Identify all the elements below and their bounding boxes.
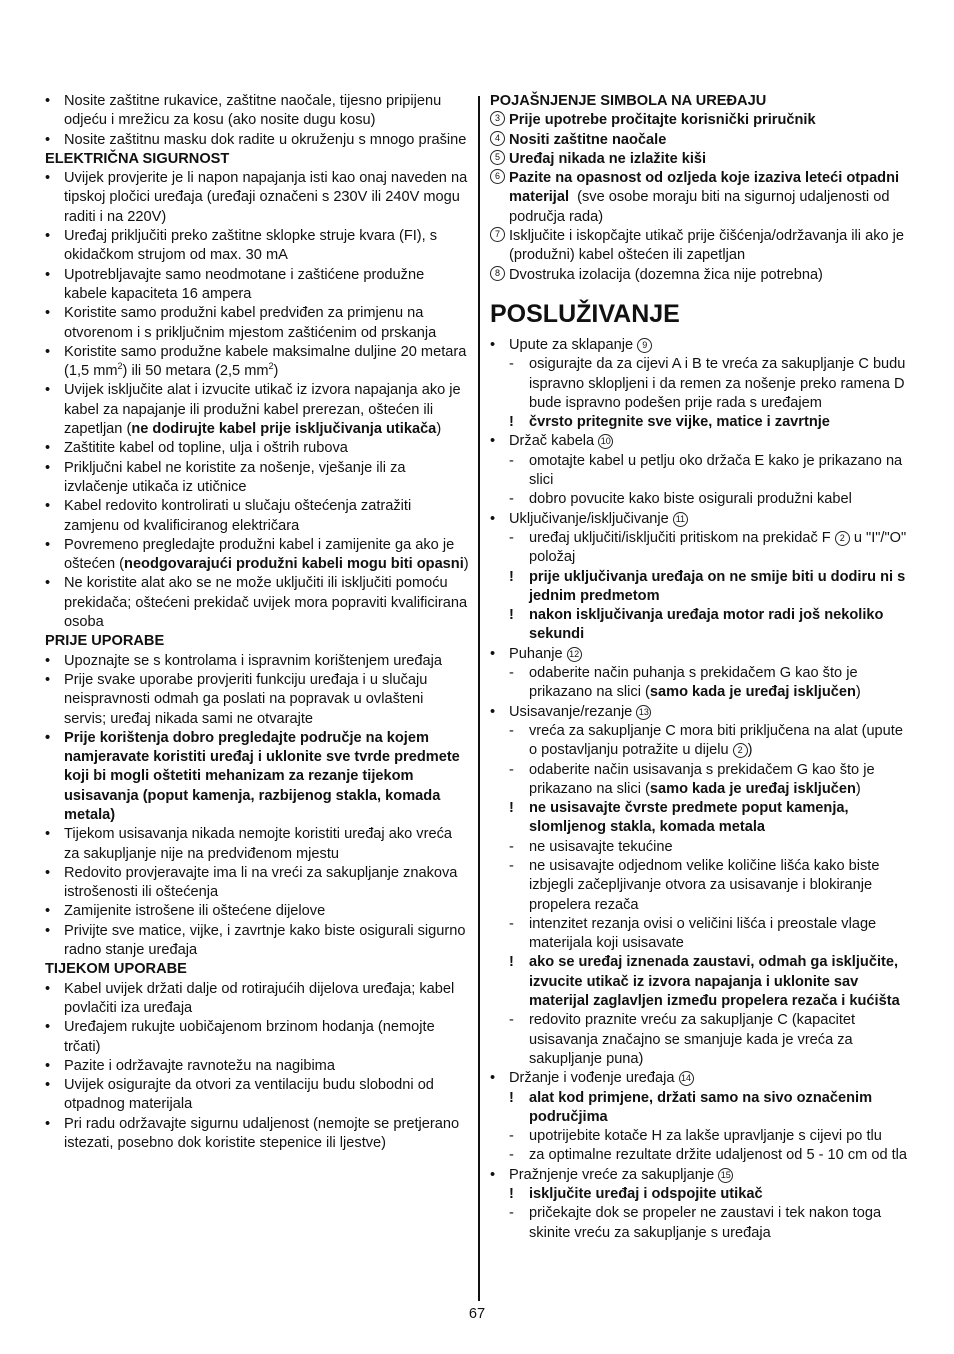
- item-text: Redovito provjeravajte ima li na vreći za sakupljanje znakova istrošenosti ili oštećenja: [64, 864, 458, 901]
- warning-item: [490, 568, 914, 607]
- sub-text: vreća za sakupljanje C mora biti priključena na alat (upute o postavljanju potražite u dijelu: [529, 722, 903, 759]
- sub-item: [490, 529, 914, 568]
- symbol-text: Prije upotrebe pročitajte korisnički priručnik: [509, 112, 816, 129]
- warning-text: ako se uređaj iznenada zaustavi, odmah ga isključite, izvucite utikač iz izvora napajanja i uklonite sav materijal zaglavljen između propelera rezača i kućišta: [529, 954, 900, 1010]
- bullet-marker: •: [490, 510, 496, 527]
- section-heading-before-use: PRIJE UPORABE: [45, 633, 165, 650]
- symbol-item: [490, 131, 914, 150]
- figure-ref-badge: 2: [835, 531, 850, 546]
- warning-item: [490, 1089, 914, 1128]
- sub-text: ne usisavajte odjednom velike količine lišća kako biste izbjegli začepljivanje otvora za usisavanje i blokiranje propelera rezača: [529, 857, 880, 913]
- column-divider: [478, 96, 480, 1301]
- sub-text-bold: samo kada je uređaj isključen: [649, 780, 856, 797]
- list-item: [45, 729, 469, 825]
- item-text: Uvijek osigurajte da otvori za ventilaciju budu slobodni od otpadnog materijala: [64, 1077, 434, 1113]
- list-item: [490, 1069, 914, 1088]
- warning-text: nakon isključivanja uređaja motor radi još nekoliko sekundi: [529, 607, 884, 643]
- bullet-marker: •: [45, 671, 51, 688]
- symbol-text: (sve osobe moraju biti na sigurnoj udaljenosti od područja rada): [509, 189, 890, 225]
- list-item: [45, 381, 469, 439]
- dash-marker: -: [509, 1205, 514, 1222]
- dash-marker: -: [509, 722, 514, 739]
- sub-text: dobro povucite kako biste osigurali produžni kabel: [529, 491, 852, 508]
- symbol-number-badge: 5: [490, 150, 505, 165]
- figure-ref-badge: 2: [733, 743, 748, 758]
- warning-marker: !: [509, 954, 514, 971]
- item-text: Pri radu održavajte sigurnu udaljenost (nemojte se pretjerano istezati, posebno dok koristite stepenice ili ljestve): [64, 1115, 460, 1152]
- warning-marker: !: [509, 414, 514, 431]
- item-text: Uvijek isključite alat i izvucite utikač iz izvora napajanja ako je kabel za napajanje ili produžni kabel prerezan, oštećen ili zapetljan (: [64, 382, 461, 438]
- warning-item: [490, 953, 914, 1011]
- item-text: Privijte sve matice, vijke, i zavrtnje kako biste osigurali sigurno radno stanje uređaja: [64, 922, 466, 959]
- bullet-marker: •: [45, 1115, 51, 1132]
- figure-ref-badge: 15: [718, 1168, 733, 1183]
- symbol-text: Dvostruka izolacija (dozemna žica nije potrebna): [509, 266, 823, 283]
- dash-marker: -: [509, 529, 514, 546]
- item-text: Priključni kabel ne koristite za nošenje, vješanje ili za izvlačenje utikača iz utičnice: [64, 459, 406, 495]
- item-label: Pražnjenje vreće za sakupljanje: [509, 1166, 715, 1183]
- dash-marker: -: [509, 915, 514, 932]
- item-text: ) ili 50 metara (2,5 mm: [122, 363, 269, 380]
- warning-item: [490, 606, 914, 645]
- sub-item: [490, 857, 914, 915]
- warning-text: čvrsto pritegnite sve vijke, matice i zavrtnje: [529, 414, 830, 431]
- symbol-number-badge: 3: [490, 111, 505, 126]
- list-item: [45, 574, 469, 632]
- item-text: Tijekom usisavanja nikada nemojte koristiti uređaj ako vreća za sakupljanje nije na predviđenom mjestu: [64, 826, 452, 862]
- dash-marker: -: [509, 761, 514, 778]
- bullet-marker: •: [45, 1019, 51, 1036]
- item-text: Kabel redovito kontrolirati u slučaju oštećenja zatražiti zamjenu od kvalificiranog električara: [64, 498, 412, 534]
- page-title: POSLUŽIVANJE: [490, 299, 680, 328]
- sub-item: [490, 915, 914, 954]
- sub-text: odaberite način usisavanja s prekidačem G kao što je prikazano na slici (: [529, 761, 875, 797]
- item-text: Upotrebljavajte samo neodmotane i zaštićene produžne kabele kapaciteta 16 ampera: [64, 266, 425, 302]
- item-text-bold: Prije korištenja dobro pregledajte područje na kojem namjeravate koristiti uređaj i uklonite sve tvrde predmete koji bi mogli oštetiti mehanizam za rezanje tijekom usisavanja (poput kamenja, razbijenog stakla, komada metala): [64, 729, 460, 823]
- item-text: Uređaj priključiti preko zaštitne sklopke struje kvara (FI), s okidačkom strujom od max. 30 mA: [64, 228, 438, 264]
- bullet-marker: •: [45, 903, 51, 920]
- bullet-marker: •: [45, 922, 51, 939]
- warning-marker: !: [509, 1089, 514, 1106]
- sub-item: [490, 355, 914, 413]
- list-item: [45, 1076, 469, 1115]
- symbol-text: Uređaj nikada ne izlažite kiši: [509, 150, 707, 167]
- item-text: Upoznajte se s kontrolama i ispravnim korištenjem uređaja: [64, 652, 442, 669]
- symbol-item: [490, 227, 914, 266]
- list-item: [45, 922, 469, 961]
- dash-marker: -: [509, 452, 514, 469]
- sub-text: uređaj uključiti/isključiti pritiskom na prekidač F: [529, 529, 831, 546]
- section-heading-electrical: ELEKTRIČNA SIGURNOST: [45, 150, 230, 167]
- symbol-item: [490, 169, 914, 227]
- dash-marker: -: [509, 491, 514, 508]
- page-number: 67: [468, 1306, 486, 1322]
- list-item: [45, 1115, 469, 1154]
- bullet-marker: •: [45, 382, 51, 399]
- sub-text: za optimalne rezultate držite udaljenost od 5 - 10 cm od tla: [529, 1147, 908, 1164]
- bullet-marker: •: [45, 170, 51, 187]
- item-label: Uključivanje/isključivanje: [509, 510, 669, 527]
- bullet-marker: •: [490, 433, 496, 450]
- item-text: Ne koristite alat ako se ne može uključiti ili isključiti pomoću prekidača; oštećeni prekidač uvijek mora popraviti kvalificirana osoba: [64, 575, 468, 631]
- list-item: [45, 1018, 469, 1057]
- warning-text: alat kod primjene, držati samo na sivo označenim područjima: [529, 1089, 873, 1125]
- figure-ref-badge: 10: [598, 434, 613, 449]
- sub-item: [490, 490, 914, 509]
- figure-ref-badge: 11: [673, 512, 688, 527]
- symbol-item: [490, 150, 914, 169]
- left-column: [45, 92, 469, 1153]
- list-item: [45, 1057, 469, 1076]
- item-text: Prije svake uporabe provjeriti funkciju uređaja i u slučaju neispravnosti odmah ga poslati na popravak u ovlašteni servis; uređaj nikada sami ne otvarajte: [64, 671, 428, 727]
- item-label: Držač kabela: [509, 433, 595, 450]
- item-text: Uvijek provjerite je li napon napajanja isti kao onaj naveden na tipskoj pločici uređaja (uređaji označeni s 230V ili 240V mogu raditi i na 220V): [64, 170, 468, 225]
- warning-item: [490, 413, 914, 432]
- bullet-marker: •: [45, 131, 51, 148]
- item-text: Koristite samo produžne kabele maksimalne duljine 20 metara (1,5 mm: [64, 343, 467, 380]
- sub-item: [490, 838, 914, 857]
- bullet-marker: •: [45, 729, 51, 746]
- figure-ref-badge: 13: [636, 705, 651, 720]
- warning-text: prije uključivanja uređaja on ne smije biti u dodiru ni s jednim predmetom: [529, 568, 906, 604]
- bullet-marker: •: [490, 703, 496, 720]
- sub-item: [490, 1127, 914, 1146]
- bullet-marker: •: [490, 645, 496, 662]
- bullet-marker: •: [45, 93, 51, 109]
- symbol-number-badge: 6: [490, 169, 505, 184]
- item-label: Usisavanje/rezanje: [509, 703, 633, 720]
- item-text: ): [463, 556, 469, 573]
- item-label: Držanje i vođenje uređaja: [509, 1070, 675, 1087]
- item-text: Pazite i održavajte ravnotežu na nagibima: [64, 1057, 335, 1074]
- item-text-bold: ne dodirujte kabel prije isključivanja utikača: [131, 421, 437, 438]
- sub-text: odaberite način puhanja s prekidačem G kao što je prikazano na slici (: [529, 665, 858, 701]
- sub-item: [490, 1146, 914, 1165]
- bullet-marker: •: [45, 266, 51, 283]
- bullet-marker: •: [490, 1070, 496, 1087]
- list-item: [45, 652, 469, 671]
- dash-marker: -: [509, 1147, 514, 1164]
- bullet-marker: •: [45, 826, 51, 843]
- warning-marker: !: [509, 607, 514, 624]
- list-item: [45, 131, 469, 150]
- list-item: [45, 825, 469, 864]
- list-item: [45, 980, 469, 1019]
- sub-text: ): [855, 684, 861, 701]
- sub-item: [490, 1011, 914, 1069]
- symbol-text: Isključite i iskopčajte utikač prije čišćenja/održavanja ili ako je (produžni) kabel oštećen ili zapetljan: [509, 228, 905, 264]
- warning-marker: !: [509, 1186, 514, 1203]
- symbol-number-badge: 4: [490, 131, 505, 146]
- superscript: 2: [117, 361, 123, 372]
- sub-item: [490, 664, 914, 703]
- warning-marker: !: [509, 568, 514, 585]
- dash-marker: -: [509, 838, 514, 855]
- list-item: [45, 536, 469, 575]
- bullet-marker: •: [490, 336, 496, 353]
- list-item: [490, 510, 914, 529]
- warning-marker: !: [509, 800, 514, 817]
- item-text: Nosite zaštitne rukavice, zaštitne naočale, tijesno pripijenu odjeću i mrežicu za kosu (ako nosite dugu kosu): [64, 93, 442, 129]
- bullet-marker: •: [45, 343, 51, 360]
- list-item: [45, 169, 469, 227]
- list-item: [490, 645, 914, 664]
- list-item: [45, 902, 469, 921]
- superscript: 2: [268, 361, 274, 372]
- item-label: Upute za sklapanje: [509, 336, 634, 353]
- sub-text: ): [855, 780, 861, 797]
- section-heading-symbols: POJAŠNJENJE SIMBOLA NA UREĐAJU: [490, 93, 767, 109]
- figure-ref-badge: 14: [679, 1071, 694, 1086]
- dash-marker: -: [509, 665, 514, 682]
- sub-item: [490, 722, 914, 761]
- bullet-marker: •: [490, 1166, 496, 1183]
- item-text: ): [436, 421, 442, 438]
- figure-ref-badge: 9: [637, 338, 652, 353]
- warning-text: ne usisavajte čvrste predmete poput kamenja, slomljenog stakla, komada metala: [529, 800, 849, 836]
- bullet-marker: •: [45, 980, 51, 997]
- item-label: Puhanje: [509, 645, 563, 662]
- sub-text: intenzitet rezanja ovisi o veličini lišća i preostale vlage materijala koji usisavate: [529, 915, 877, 952]
- item-text-bold: neodgovarajući produžni kabeli mogu biti opasni: [124, 556, 464, 573]
- symbol-item: [490, 266, 914, 285]
- sub-item: [490, 761, 914, 800]
- item-text: Kabel uvijek držati dalje od rotirajućih dijelova uređaja; kabel povlačiti iza uređaja: [64, 980, 455, 1016]
- symbol-text: Nositi zaštitne naočale: [509, 131, 667, 148]
- bullet-marker: •: [45, 864, 51, 881]
- warning-item: [490, 1185, 914, 1204]
- bullet-marker: •: [45, 1057, 51, 1074]
- item-text: Zamijenite istrošene ili oštećene dijelove: [64, 903, 326, 920]
- dash-marker: -: [509, 1128, 514, 1145]
- item-text: Zaštitite kabel od topline, ulja i oštrih rubova: [64, 440, 348, 457]
- sub-text: omotajte kabel u petlju oko držača E kako je prikazano na slici: [529, 452, 903, 489]
- list-item: [45, 92, 469, 131]
- list-item: [490, 1166, 914, 1185]
- item-text: Uređajem rukujte uobičajenom brzinom hodanja (nemojte trčati): [64, 1019, 435, 1055]
- sub-text: pričekajte dok se propeler ne zaustavi i tek nakon toga skinite vreću za sakupljanje s uređaja: [529, 1205, 882, 1241]
- sub-item: [490, 452, 914, 491]
- list-item: [45, 266, 469, 305]
- list-item: [490, 336, 914, 355]
- list-item: [45, 671, 469, 729]
- sub-text: ne usisavajte tekućine: [529, 838, 673, 855]
- warning-item: [490, 799, 914, 838]
- right-column: [490, 92, 914, 1243]
- bullet-marker: •: [45, 305, 51, 322]
- list-item: [45, 864, 469, 903]
- item-text: Povremeno pregledajte produžni kabel i zamijenite ga ako je oštećen (: [64, 536, 455, 573]
- bullet-marker: •: [45, 459, 51, 476]
- list-item: [490, 703, 914, 722]
- sub-text: osigurajte da za cijevi A i B te vreća za sakupljanje C budu ispravno sklopljeni i da remen za nošenje preko ramena D bude ispravno podešen prije rada s uređajem: [529, 356, 906, 411]
- symbol-number-badge: 8: [490, 266, 505, 281]
- bullet-marker: •: [45, 575, 51, 592]
- list-item: [45, 439, 469, 458]
- bullet-marker: •: [45, 228, 51, 245]
- symbol-item: [490, 111, 914, 130]
- list-item: [45, 343, 469, 382]
- sub-text: ): [747, 742, 753, 759]
- item-text: Koristite samo produžni kabel predviđen za primjenu na otvorenom i s priključnim mjestom zaštićenim od prskanja: [64, 305, 437, 341]
- bullet-marker: •: [45, 1077, 51, 1094]
- item-text: ): [273, 363, 279, 380]
- figure-ref-badge: 12: [567, 647, 582, 662]
- dash-marker: -: [509, 857, 514, 874]
- warning-text: isključite uređaj i odspojite utikač: [529, 1186, 763, 1203]
- dash-marker: -: [509, 356, 514, 373]
- symbol-number-badge: 7: [490, 227, 505, 242]
- bullet-marker: •: [45, 652, 51, 669]
- symbol-text-bold: Pazite na opasnost od ozljeda koje izaziva leteći otpadni materijal: [509, 170, 900, 206]
- item-text: Nosite zaštitnu masku dok radite u okruženju s mnogo prašine: [64, 131, 467, 148]
- dash-marker: -: [509, 1012, 514, 1029]
- list-item: [45, 459, 469, 498]
- sub-text: upotrijebite kotače H za lakše upravljanje s cijevi po tlu: [529, 1128, 882, 1145]
- list-item: [45, 304, 469, 343]
- section-heading-during-use: TIJEKOM UPORABE: [45, 961, 187, 978]
- sub-text: redovito praznite vreću za sakupljanje C (kapacitet usisavanja značajno se smanjuje kada je vreća za sakupljanje puna): [529, 1012, 856, 1067]
- sub-text-bold: samo kada je uređaj isključen: [649, 684, 856, 701]
- list-item: [45, 227, 469, 266]
- list-item: [45, 497, 469, 536]
- bullet-marker: •: [45, 536, 51, 553]
- sub-text: u "I"/"O" položaj: [529, 529, 907, 566]
- sub-item: [490, 1204, 914, 1243]
- bullet-marker: •: [45, 440, 51, 457]
- list-item: [490, 432, 914, 451]
- bullet-marker: •: [45, 498, 51, 515]
